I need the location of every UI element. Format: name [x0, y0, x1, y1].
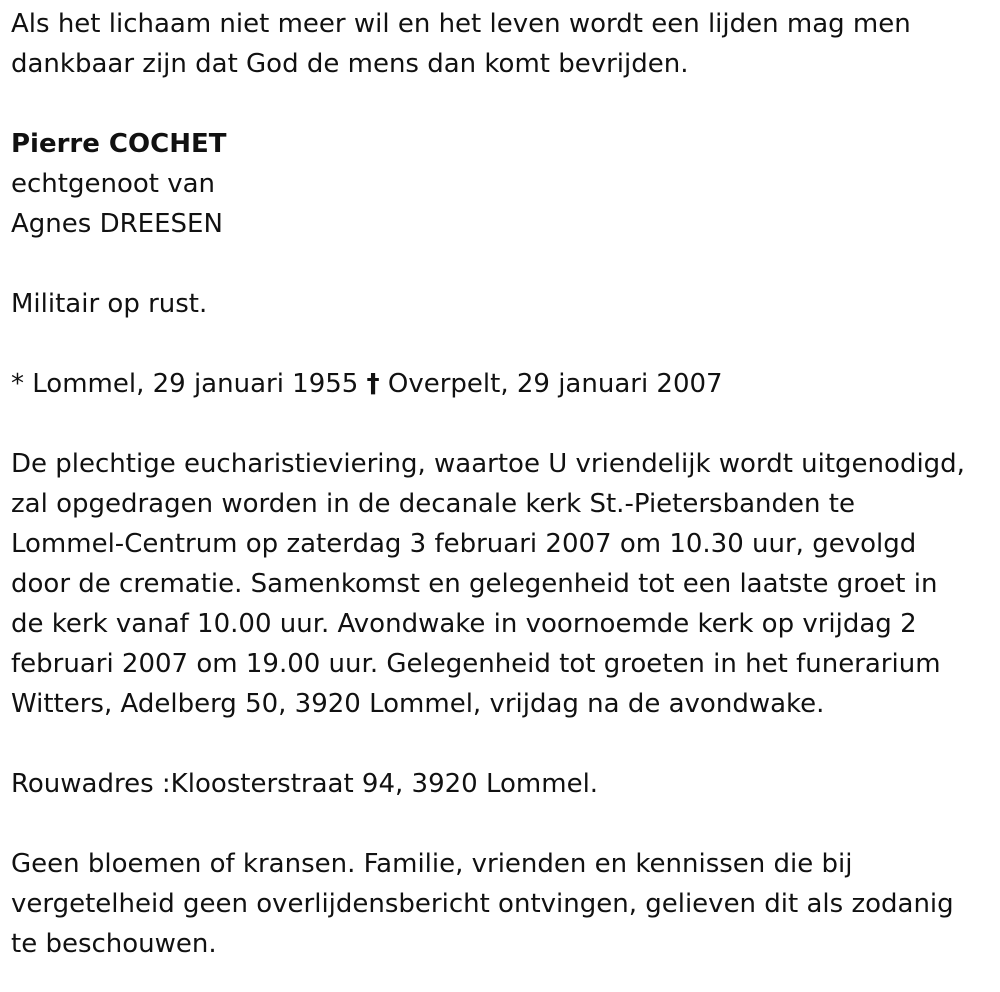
relation-text: echtgenoot van — [11, 169, 216, 199]
ceremony-line: de kerk vanaf 10.00 uur. Avondwake in voornoemde kerk op vrijdag 2 — [11, 609, 917, 639]
poem-line: dankbaar zijn dat God de mens dan komt bevrijden. — [11, 49, 689, 79]
occupation-text: Militair op rust. — [11, 289, 208, 319]
ceremony-line: De plechtige eucharistieviering, waartoe U vriendelijk wordt uitgenodigd, — [11, 449, 965, 479]
ceremony-paragraph — [11, 444, 996, 724]
ceremony-line: Witters, Adelberg 50, 3920 Lommel, vrijdag na de avondwake. — [11, 689, 825, 719]
closing-line: vergetelheid geen overlijdensbericht ontvingen, gelieven dit als zodanig — [11, 889, 954, 919]
birth-date: * Lommel, 29 januari 1955 — [11, 369, 359, 399]
spouse-name: Agnes DREESEN — [11, 209, 223, 239]
cross-icon: † — [366, 369, 380, 399]
address-text: Rouwadres :Kloosterstraat 94, 3920 Lommel. — [11, 769, 599, 799]
dates-line — [11, 364, 996, 404]
death-date: Overpelt, 29 januari 2007 — [387, 369, 723, 399]
poem — [11, 4, 996, 84]
ceremony-line: Lommel-Centrum op zaterdag 3 februari 2007 om 10.30 uur, gevolgd — [11, 529, 917, 559]
occupation — [11, 284, 996, 324]
ceremony-line: door de crematie. Samenkomst en gelegenheid tot een laatste groet in — [11, 569, 938, 599]
deceased-name: Pierre COCHET — [11, 129, 227, 159]
closing-line: Geen bloemen of kransen. Familie, vrienden en kennissen die bij — [11, 849, 853, 879]
ceremony-line: zal opgedragen worden in de decanale kerk St.-Pietersbanden te — [11, 489, 855, 519]
closing-line: te beschouwen. — [11, 929, 217, 959]
obituary-notice — [11, 4, 996, 964]
closing-paragraph — [11, 844, 996, 964]
deceased-block — [11, 124, 996, 244]
ceremony-line: februari 2007 om 19.00 uur. Gelegenheid tot groeten in het funerarium — [11, 649, 941, 679]
poem-line: Als het lichaam niet meer wil en het leven wordt een lijden mag men — [11, 9, 911, 39]
mourning-address — [11, 764, 996, 804]
